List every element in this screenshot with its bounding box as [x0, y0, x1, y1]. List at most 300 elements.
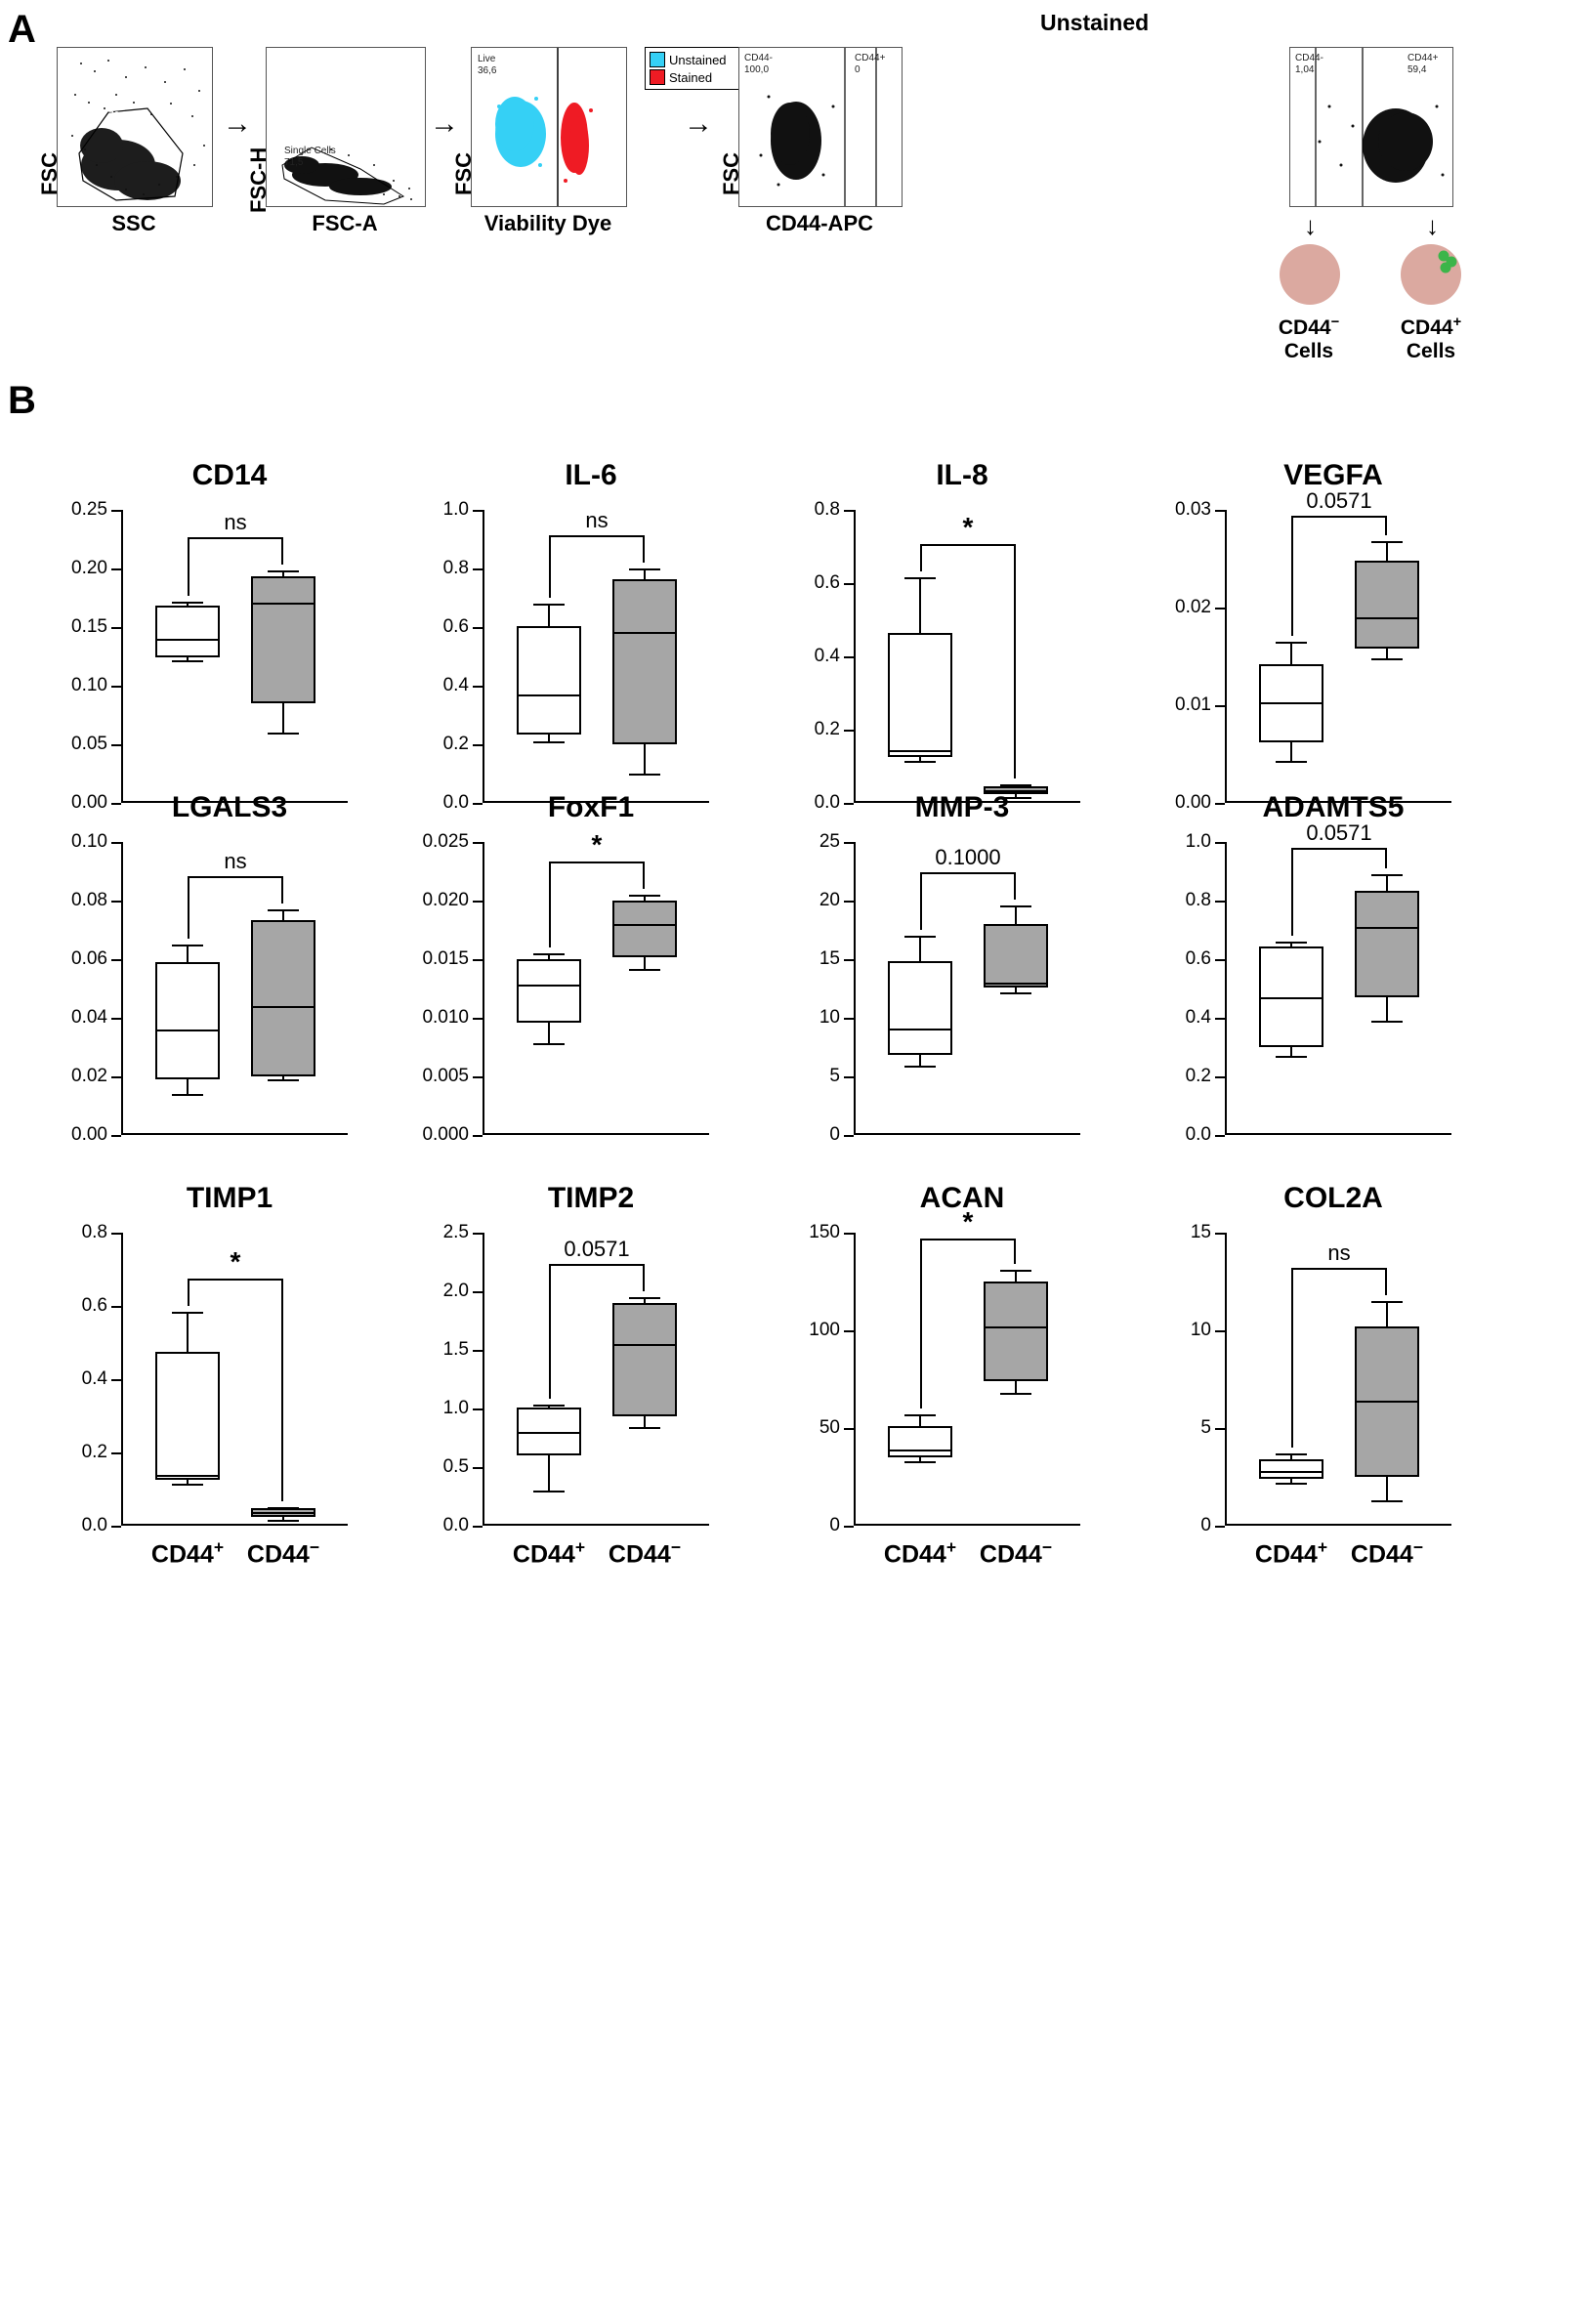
whisker-cap-lower	[533, 741, 565, 743]
flow-plot-cd44-unstained	[738, 47, 903, 207]
y-tick	[111, 1306, 121, 1308]
y-tick	[473, 1233, 483, 1235]
y-tick	[473, 568, 483, 570]
whisker-cap-lower	[1000, 1393, 1031, 1395]
y-tick-label: 0.03	[1175, 499, 1211, 520]
y-tick	[111, 510, 121, 512]
median-line	[888, 1450, 952, 1451]
panel-b	[0, 371, 1596, 2312]
whisker-cap-lower	[629, 969, 660, 971]
median-line	[1355, 927, 1419, 929]
box-CD44neg	[612, 579, 677, 745]
box-CD44pos	[888, 961, 952, 1055]
median-line	[1355, 1401, 1419, 1403]
chart-title: VEGFA	[1283, 459, 1383, 491]
y-tick-label: 20	[819, 890, 840, 910]
y-tick-label: 0.010	[422, 1007, 469, 1028]
y-tick	[111, 901, 121, 903]
y-tick-label: 0.4	[1185, 1007, 1211, 1028]
y-tick-label: 0.10	[71, 831, 107, 852]
flow-xlabel-4: CD44-APC	[765, 211, 874, 235]
x-axis	[854, 1133, 1080, 1135]
gate-label-cd44-neg-4: CD44-	[744, 53, 773, 63]
median-line	[155, 1030, 220, 1031]
x-label-cd44-positive: CD44+	[150, 1537, 225, 1569]
bracket-bar	[920, 1239, 1016, 1240]
y-tick-label: 0.25	[71, 499, 107, 520]
y-tick	[473, 627, 483, 629]
y-tick-label: 0.08	[71, 890, 107, 910]
bracket-bar	[1291, 516, 1387, 518]
y-tick-label: 15	[819, 948, 840, 969]
y-tick	[844, 1135, 854, 1137]
whisker-cap-lower	[533, 1491, 565, 1492]
bracket-leg-right	[1014, 872, 1016, 900]
whisker-lower	[1386, 997, 1388, 1021]
whisker-cap-lower	[904, 761, 936, 763]
flow-plot-fsc-ssc	[57, 47, 213, 207]
y-tick-label: 0.2	[1185, 1066, 1211, 1086]
whisker-lower	[1290, 742, 1292, 761]
whisker-cap-upper	[1276, 942, 1307, 944]
y-tick-label: 0.4	[814, 646, 840, 666]
y-tick-label: 0.8	[1185, 890, 1211, 910]
y-tick-label: 0.6	[442, 616, 469, 637]
y-tick	[844, 1076, 854, 1078]
scatter-fsc-ssc	[58, 48, 212, 206]
bracket-leg-left	[920, 544, 922, 571]
y-tick	[111, 1452, 121, 1454]
bracket-bar	[188, 1279, 283, 1281]
whisker-cap-upper	[629, 1297, 660, 1299]
box-CD44neg	[1355, 891, 1419, 998]
whisker-cap-upper	[1371, 874, 1403, 876]
y-axis	[121, 842, 123, 1135]
viability-legend	[645, 47, 748, 90]
chart-title: COL2A	[1283, 1182, 1383, 1214]
median-line	[517, 694, 581, 696]
x-label-cd44-positive: CD44+	[883, 1537, 957, 1569]
y-tick-label: 0.01	[1175, 694, 1211, 715]
y-tick-label: 25	[819, 831, 840, 852]
chart-title: IL-8	[936, 459, 988, 491]
y-tick	[473, 1350, 483, 1352]
y-tick	[473, 510, 483, 512]
box-CD44neg	[984, 924, 1048, 988]
median-line	[251, 1006, 315, 1008]
y-tick	[1215, 510, 1225, 512]
box-CD44pos	[888, 1426, 952, 1457]
flow-ylabel-4: FSC	[719, 152, 743, 195]
whisker-cap-upper	[172, 602, 203, 604]
whisker-cap-lower	[172, 1484, 203, 1486]
y-tick-label: 0.02	[71, 1066, 107, 1086]
gate-value-cd44-pos-4: 0	[855, 64, 861, 75]
y-tick	[111, 1526, 121, 1528]
y-tick-label: 0.8	[814, 499, 840, 520]
panel-a	[0, 0, 1596, 371]
swatch-unstained	[650, 52, 665, 67]
y-tick-label: 2.5	[442, 1222, 469, 1242]
y-tick	[1215, 901, 1225, 903]
whisker-upper	[187, 1312, 189, 1352]
plot-area	[1185, 820, 1451, 1145]
y-tick	[111, 568, 121, 570]
y-tick	[1215, 1526, 1225, 1528]
flow-xlabel-2: FSC-A	[312, 211, 378, 235]
y-tick-label: 0.05	[71, 734, 107, 754]
bracket-leg-right	[1014, 1239, 1016, 1264]
whisker-lower	[548, 735, 550, 742]
median-line	[1355, 617, 1419, 619]
bracket-bar	[188, 537, 283, 539]
swatch-stained	[650, 69, 665, 85]
whisker-cap-upper	[629, 568, 660, 570]
whisker-lower	[644, 1416, 646, 1427]
box-CD44neg	[984, 1282, 1048, 1381]
significance-label: *	[591, 829, 603, 860]
bracket-leg-left	[920, 1239, 922, 1408]
whisker-cap-upper	[1371, 1301, 1403, 1303]
whisker-cap-upper	[904, 936, 936, 938]
chart-title: MMP-3	[914, 791, 1010, 823]
whisker-cap-upper	[268, 1507, 299, 1509]
caption-cd44-negative	[1250, 315, 1367, 363]
y-tick	[844, 1428, 854, 1430]
y-tick	[1215, 842, 1225, 844]
whisker-cap-upper	[172, 1312, 203, 1314]
plot-area	[809, 1206, 1080, 1535]
whisker-cap-upper	[268, 909, 299, 911]
whisker-cap-upper	[904, 577, 936, 579]
y-tick	[1215, 608, 1225, 610]
caption-pos-sup: +	[1452, 315, 1462, 330]
y-tick-label: 0	[829, 1124, 840, 1145]
box-CD44neg	[612, 1303, 677, 1416]
median-line	[612, 632, 677, 634]
bracket-bar	[1291, 1268, 1387, 1270]
whisker-cap-lower	[533, 1043, 565, 1045]
y-tick-label: 1.0	[442, 1398, 469, 1418]
panel-b-letter: B	[8, 379, 36, 422]
chart-mmp-3	[772, 791, 1153, 1182]
y-tick	[1215, 1428, 1225, 1430]
y-tick-label: 5	[829, 1066, 840, 1086]
whisker-cap-upper	[533, 604, 565, 606]
box-CD44pos	[517, 959, 581, 1023]
whisker-cap-lower	[1371, 1021, 1403, 1023]
chart-title: ACAN	[919, 1182, 1005, 1214]
y-tick-label: 0.0	[442, 792, 469, 813]
y-tick-label: 0.00	[71, 1124, 107, 1145]
y-tick-label: 1.5	[442, 1339, 469, 1360]
bracket-bar	[549, 1264, 645, 1266]
whisker-cap-upper	[629, 895, 660, 897]
y-tick-label: 1.0	[1185, 831, 1211, 852]
legend-label-unstained: Unstained	[669, 52, 727, 67]
y-axis	[483, 510, 484, 803]
whisker-upper	[1386, 1301, 1388, 1326]
arrow-down-cd44-pos: ↓	[1426, 211, 1439, 240]
flow-ylabel-1: FSC	[37, 152, 62, 195]
flow-plot-singlecells	[266, 47, 426, 207]
box-CD44pos	[517, 626, 581, 735]
median-line	[517, 985, 581, 987]
cd44-receptor-icon	[1401, 244, 1461, 305]
y-tick-label: 0.005	[422, 1066, 469, 1086]
x-axis	[121, 1524, 348, 1526]
chart-acan	[772, 1182, 1153, 1573]
y-tick	[844, 842, 854, 844]
x-label-cd44-negative: CD44−	[979, 1537, 1053, 1569]
caption-pos-line2: Cells	[1406, 340, 1456, 363]
plot-area	[442, 1222, 709, 1535]
bracket-leg-right	[1385, 1268, 1387, 1295]
whisker-cap-lower	[1371, 658, 1403, 660]
y-tick	[1215, 959, 1225, 961]
whisker-lower	[282, 703, 284, 733]
y-tick	[111, 686, 121, 688]
y-tick-label: 10	[1190, 1320, 1211, 1340]
plot-area	[819, 831, 1080, 1145]
y-tick-label: 0.0	[814, 792, 840, 813]
chart-col2a	[1143, 1182, 1524, 1573]
significance-label: 0.0571	[1306, 820, 1372, 845]
y-tick	[844, 959, 854, 961]
chart-title: TIMP2	[547, 1182, 635, 1214]
whisker-lower	[644, 957, 646, 969]
whisker-upper	[1015, 905, 1017, 924]
y-tick-label: 0.015	[422, 948, 469, 969]
plot-area	[422, 829, 709, 1145]
box-CD44pos	[1259, 1459, 1323, 1479]
whisker-cap-lower	[268, 733, 299, 735]
significance-label: 0.0571	[1306, 488, 1372, 513]
whisker-lower	[1386, 649, 1388, 658]
whisker-cap-lower	[904, 1461, 936, 1463]
y-tick-label: 0.6	[81, 1295, 107, 1316]
y-tick	[844, 1018, 854, 1020]
y-tick	[473, 1526, 483, 1528]
whisker-cap-upper	[1371, 541, 1403, 543]
y-tick-label: 0.2	[814, 719, 840, 739]
y-tick-label: 0.5	[442, 1456, 469, 1477]
y-tick-label: 10	[819, 1007, 840, 1028]
y-tick	[473, 1291, 483, 1293]
gate-label-3: Live	[478, 54, 496, 64]
box-CD44neg	[612, 901, 677, 957]
bracket-leg-left	[188, 537, 189, 595]
bracket-bar	[549, 535, 645, 537]
x-label-cd44-negative: CD44−	[246, 1537, 320, 1569]
y-tick	[473, 1467, 483, 1469]
whisker-upper	[548, 604, 550, 626]
chart-title: LGALS3	[171, 791, 288, 823]
y-tick	[1215, 1330, 1225, 1332]
chart-title: FoxF1	[547, 791, 635, 823]
bracket-leg-left	[1291, 516, 1293, 636]
whisker-cap-upper	[533, 1405, 565, 1407]
y-tick-label: 150	[809, 1222, 840, 1242]
bracket-leg-right	[281, 876, 283, 904]
bracket-leg-right	[643, 862, 645, 889]
legend-row-unstained	[650, 52, 743, 67]
y-tick-label: 0.4	[442, 675, 469, 695]
caption-neg-sup: −	[1330, 315, 1340, 330]
significance-label: *	[962, 1206, 974, 1237]
y-tick-label: 2.0	[442, 1281, 469, 1301]
flow-ylabel-3: FSC	[451, 152, 476, 195]
bracket-leg-right	[281, 537, 283, 565]
y-tick	[111, 1233, 121, 1235]
significance-label: 0.1000	[935, 844, 1001, 869]
y-tick-label: 0	[1200, 1515, 1211, 1535]
y-tick	[473, 1076, 483, 1078]
flow-xlabel-3: Viability Dye	[483, 211, 612, 235]
box-CD44pos	[155, 962, 220, 1079]
y-tick	[844, 1526, 854, 1528]
median-line	[1259, 702, 1323, 704]
arrow-2: →	[430, 107, 459, 140]
y-tick-label: 5	[1200, 1417, 1211, 1438]
y-tick-label: 0.00	[71, 792, 107, 813]
y-tick	[844, 730, 854, 732]
whisker-cap-upper	[904, 1414, 936, 1416]
y-tick-label: 0.6	[1185, 948, 1211, 969]
whisker-lower	[187, 1079, 189, 1094]
y-tick	[473, 1135, 483, 1137]
y-tick-label: 0.8	[81, 1222, 107, 1242]
whisker-cap-lower	[268, 1079, 299, 1081]
flow-xlabel-1: SSC	[111, 211, 156, 235]
whisker-cap-upper	[1276, 1453, 1307, 1455]
whisker-cap-lower	[172, 660, 203, 662]
y-tick-label: 1.0	[442, 499, 469, 520]
legend-label-stained: Stained	[669, 69, 713, 85]
x-label-cd44-negative: CD44−	[1350, 1537, 1424, 1569]
y-axis	[121, 510, 123, 803]
y-tick-label: 0.6	[814, 572, 840, 593]
chart-title: TIMP1	[186, 1182, 273, 1214]
y-tick	[111, 627, 121, 629]
box-CD44pos	[888, 633, 952, 758]
median-line	[888, 750, 952, 752]
whisker-upper	[919, 577, 921, 632]
bracket-bar	[188, 876, 283, 878]
whisker-upper	[1290, 642, 1292, 664]
y-tick	[844, 656, 854, 658]
median-line	[517, 1432, 581, 1434]
y-tick	[473, 1018, 483, 1020]
median-line	[612, 1344, 677, 1346]
y-tick-label: 0.025	[422, 831, 469, 852]
plot-area	[81, 1222, 348, 1535]
significance-label: 0.0571	[564, 1237, 630, 1261]
x-axis	[1225, 1524, 1451, 1526]
bracket-leg-left	[549, 1264, 551, 1399]
panel-a-letter: A	[8, 8, 36, 51]
y-tick-label: 0.10	[71, 675, 107, 695]
y-tick-label: 0.06	[71, 948, 107, 969]
y-tick-label: 0.2	[442, 734, 469, 754]
x-axis	[854, 1524, 1080, 1526]
y-tick-label: 0.15	[71, 616, 107, 637]
gate-label-2: Single Cells	[284, 146, 336, 156]
gate-label-cd44-pos-4: CD44+	[855, 53, 886, 63]
cell-cd44-negative	[1280, 244, 1340, 305]
whisker-cap-upper	[1276, 642, 1307, 644]
y-axis	[121, 1233, 123, 1526]
bracket-bar	[920, 872, 1016, 874]
gate-value-3: 36,6	[478, 65, 497, 76]
bracket-leg-right	[643, 535, 645, 563]
box-CD44pos	[155, 1352, 220, 1480]
cell-cd44-positive	[1401, 244, 1461, 305]
whisker-cap-lower	[629, 1427, 660, 1429]
whisker-cap-upper	[172, 945, 203, 946]
y-tick-label: 0.000	[422, 1124, 469, 1145]
significance-label: ns	[224, 510, 247, 535]
y-tick	[111, 1135, 121, 1137]
whisker-cap-lower	[904, 1066, 936, 1068]
plot-area	[71, 831, 348, 1145]
box-CD44pos	[155, 606, 220, 657]
y-tick-label: 0.8	[442, 558, 469, 578]
x-axis	[483, 1133, 709, 1135]
bracket-leg-left	[1291, 848, 1293, 936]
box-CD44neg	[1355, 561, 1419, 649]
bracket-leg-right	[281, 1279, 283, 1501]
y-tick	[111, 1379, 121, 1381]
y-tick-label: 0.2	[81, 1442, 107, 1462]
y-tick	[1215, 1135, 1225, 1137]
y-tick-label: 0.04	[71, 1007, 107, 1028]
y-tick-label: 0.0	[442, 1515, 469, 1535]
y-axis	[854, 510, 856, 803]
y-tick	[473, 686, 483, 688]
y-tick-label: 0.020	[422, 890, 469, 910]
y-tick	[1215, 705, 1225, 707]
scatter-cd44-stained	[1290, 48, 1452, 206]
chart-timp1	[39, 1182, 420, 1573]
bracket-leg-right	[643, 1264, 645, 1291]
y-tick-label: 0.00	[1175, 792, 1211, 813]
median-line	[984, 983, 1048, 985]
median-line	[984, 1326, 1048, 1328]
y-tick	[1215, 1018, 1225, 1020]
y-tick	[111, 1018, 121, 1020]
y-tick	[111, 744, 121, 746]
median-line	[251, 603, 315, 605]
x-axis	[483, 1524, 709, 1526]
whisker-cap-lower	[1276, 1056, 1307, 1058]
median-line	[1259, 997, 1323, 999]
y-tick	[1215, 1076, 1225, 1078]
bracket-leg-right	[1385, 848, 1387, 868]
significance-label: ns	[585, 508, 609, 532]
y-tick	[111, 1076, 121, 1078]
whisker-cap-lower	[1276, 1483, 1307, 1485]
flow-plot-cd44-stained	[1289, 47, 1453, 207]
y-axis	[1225, 842, 1227, 1135]
median-line	[888, 1029, 952, 1030]
whisker-lower	[548, 1023, 550, 1044]
flow-ylabel-2: FSC-H	[246, 147, 271, 213]
bracket-leg-right	[1014, 544, 1016, 778]
chart-adamts5	[1143, 791, 1524, 1182]
chart-foxf1	[400, 791, 781, 1182]
median-line	[612, 924, 677, 926]
